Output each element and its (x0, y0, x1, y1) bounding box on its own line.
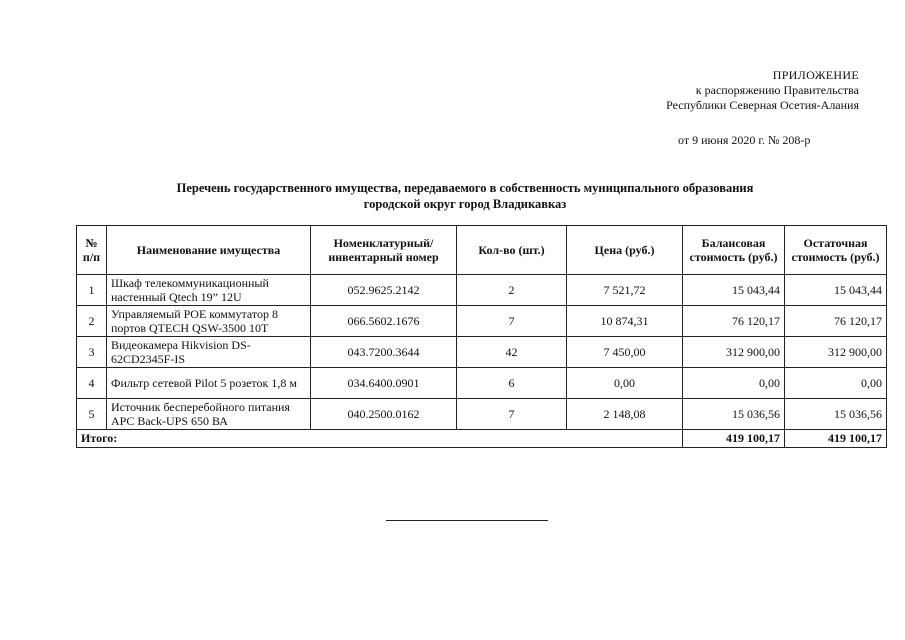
appendix-title: ПРИЛОЖЕНИЕ (772, 68, 859, 82)
footer-divider (386, 520, 548, 521)
row-balance: 0,00 (683, 368, 785, 399)
table-row (77, 337, 887, 368)
row-balance: 76 120,17 (683, 306, 785, 337)
row-residual: 76 120,17 (785, 306, 887, 337)
header-no: № п/п (77, 226, 107, 275)
row-residual: 15 036,56 (785, 399, 887, 430)
row-price: 0,00 (567, 368, 683, 399)
document-title-line-2: городской округ город Владикавказ (363, 197, 567, 211)
appendix-line-2: Республики Северная Осетия-Алания (666, 98, 859, 112)
header-balance: Балансовая стоимость (руб.) (683, 226, 785, 275)
row-qty: 42 (457, 337, 567, 368)
row-name: Шкаф телекоммуникационный настенный Qtech 19” 12U (107, 275, 311, 306)
row-name: Управляемый POE коммутатор 8 портов QTECH QSW-3500 10T (107, 306, 311, 337)
row-residual: 312 900,00 (785, 337, 887, 368)
property-table (76, 225, 887, 448)
document-title (120, 180, 810, 212)
row-name: Источник бесперебойного питания APC Back-UPS 650 ВА (107, 399, 311, 430)
total-label: Итого: (77, 430, 683, 448)
header-inventory: Номенклатурный/ инвентарный номер (311, 226, 457, 275)
total-residual: 419 100,17 (785, 430, 887, 448)
header-name: Наименование имущества (107, 226, 311, 275)
header-qty: Кол-во (шт.) (457, 226, 567, 275)
row-no: 4 (77, 368, 107, 399)
row-price: 7 521,72 (567, 275, 683, 306)
row-qty: 7 (457, 399, 567, 430)
order-date: от 9 июня 2020 г. № 208-р (678, 133, 811, 147)
row-inventory: 043.7200.3644 (311, 337, 457, 368)
table-header-row (77, 226, 887, 275)
row-qty: 7 (457, 306, 567, 337)
total-row (77, 430, 887, 448)
row-price: 7 450,00 (567, 337, 683, 368)
appendix-header (666, 68, 859, 113)
row-no: 1 (77, 275, 107, 306)
row-no: 3 (77, 337, 107, 368)
row-no: 5 (77, 399, 107, 430)
appendix-line-1: к распоряжению Правительства (695, 83, 859, 97)
row-price: 2 148,08 (567, 399, 683, 430)
table-row (77, 306, 887, 337)
row-inventory: 040.2500.0162 (311, 399, 457, 430)
table-row (77, 399, 887, 430)
row-residual: 15 043,44 (785, 275, 887, 306)
row-qty: 2 (457, 275, 567, 306)
row-inventory: 052.9625.2142 (311, 275, 457, 306)
row-no: 2 (77, 306, 107, 337)
row-name: Фильтр сетевой Pilot 5 розеток 1,8 м (107, 368, 311, 399)
row-qty: 6 (457, 368, 567, 399)
table-row (77, 275, 887, 306)
row-name: Видеокамера Hikvision DS-62CD2345F-IS (107, 337, 311, 368)
row-residual: 0,00 (785, 368, 887, 399)
header-price: Цена (руб.) (567, 226, 683, 275)
row-inventory: 034.6400.0901 (311, 368, 457, 399)
row-balance: 15 036,56 (683, 399, 785, 430)
document-title-line-1: Перечень государственного имущества, передаваемого в собственность муниципального образования (176, 181, 754, 195)
row-price: 10 874,31 (567, 306, 683, 337)
row-balance: 15 043,44 (683, 275, 785, 306)
total-balance: 419 100,17 (683, 430, 785, 448)
table-row (77, 368, 887, 399)
row-balance: 312 900,00 (683, 337, 785, 368)
row-inventory: 066.5602.1676 (311, 306, 457, 337)
header-residual: Остаточная стоимость (руб.) (785, 226, 887, 275)
